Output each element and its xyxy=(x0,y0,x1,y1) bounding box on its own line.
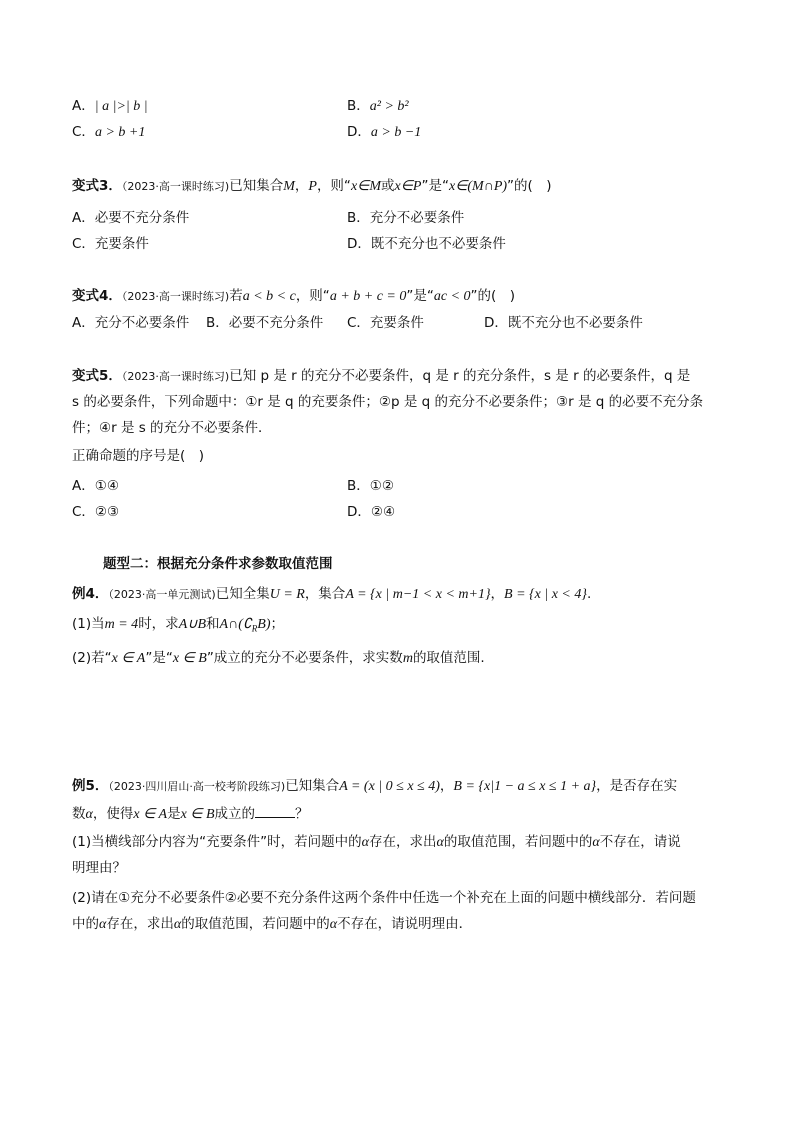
stem-text: (1)当 xyxy=(72,616,105,632)
example-4-part2 xyxy=(72,648,485,669)
example-5-stem-line2 xyxy=(72,804,309,825)
universal-set: U = R xyxy=(269,587,305,602)
section-title: 题型二：根据充分条件求参数取值范围 xyxy=(103,556,333,572)
stem-text: 存在，求出 xyxy=(368,834,437,850)
stem-text: ，则“ xyxy=(295,288,330,304)
stem-text: . xyxy=(586,586,592,602)
condition-math: x∈P xyxy=(394,179,422,194)
stem-text: 已知全集 xyxy=(215,586,270,602)
condition-math: ac < 0 xyxy=(433,289,471,304)
variable-alpha: α xyxy=(173,917,182,932)
stem-text: (2)若“ xyxy=(72,650,112,666)
set-b: B = {x | x < 4} xyxy=(504,587,587,602)
question-tag: 变式3 xyxy=(72,178,109,194)
option-a: A．必要不充分条件 xyxy=(72,210,190,226)
option-a: A．①④ xyxy=(72,478,119,494)
variant-3-stem: 变式3．（2023·高一课时练习)已知集合M，P，则“x∈M或x∈P”是“x∈(M∩P)”的( ) xyxy=(72,178,552,194)
variable-alpha: α xyxy=(329,917,338,932)
stem-text: 已知集合 xyxy=(229,178,284,194)
question-tag: 变式4 xyxy=(72,288,109,304)
option-a xyxy=(72,96,148,117)
option-math: a > b −1 xyxy=(370,125,422,140)
stem-text: 若 xyxy=(229,288,243,304)
set-a: A = (x | 0 ≤ x ≤ 4) xyxy=(339,779,440,794)
stem-text: ”的( ) xyxy=(507,178,552,194)
option-b: B．充分不必要条件 xyxy=(347,210,465,226)
variable-alpha: α xyxy=(361,835,369,850)
question-tag: 例4 xyxy=(72,586,95,602)
option-d: D．②④ xyxy=(347,504,396,520)
variable-m: m xyxy=(402,651,413,666)
stem-text: 已知 p 是 r 的充分不必要条件，q 是 r 的充分条件，s 是 r 的必要条件，q 是 xyxy=(229,368,691,384)
option-label: B． xyxy=(347,98,370,114)
stem-text: ， xyxy=(439,778,454,794)
condition-math: x∈(M∩P) xyxy=(448,179,508,194)
set-a: A = {x | m−1 < x < m+1} xyxy=(345,587,491,602)
stem-text: ，是否存在实 xyxy=(596,778,678,794)
option-a: A．充分不必要条件 xyxy=(72,315,190,331)
stem-text: 的取值范围. xyxy=(412,650,485,666)
condition-math: x ∈ A xyxy=(111,651,146,666)
stem-text: ？ xyxy=(295,806,309,822)
condition-math: x ∈ A xyxy=(133,807,168,822)
variable-alpha: α xyxy=(436,835,444,850)
variable-alpha: α xyxy=(99,917,107,932)
example-5-stem-line1: 例5．（2023·四川眉山·高一校考阶段练习)已知集合A = (x | 0 ≤ x ≤ 4)，B = {x|1 − a ≤ x ≤ 1 + a}，是否存在实 xyxy=(72,778,678,794)
example-5-part2-line2 xyxy=(72,914,472,935)
question-source: （2023·高一单元测试) xyxy=(108,588,216,601)
option-math: a > b +1 xyxy=(94,125,146,140)
variant-5-stem-line2: s 的必要条件，下列命题中：①r 是 q 的充要条件；②p 是 q 的充分不必要条件；③r 是 q 的必要不充分条 xyxy=(72,394,704,410)
option-d xyxy=(347,122,421,143)
set-b: B = {x|1 − a ≤ x ≤ 1 + a} xyxy=(453,779,597,794)
set-m: M xyxy=(283,179,295,194)
stem-text: 的取值范围，若问题中的 xyxy=(181,916,330,932)
stem-text: ， xyxy=(490,586,505,602)
option-label: A． xyxy=(72,98,95,114)
option-b: B．必要不充分条件 xyxy=(206,315,324,331)
option-c: C．②③ xyxy=(72,504,120,520)
question-source: （2023·高一课时练习) xyxy=(121,180,230,193)
condition-math: a + b + c = 0 xyxy=(329,289,407,304)
stem-text: 成立的 xyxy=(214,806,256,822)
stem-text: ，使得 xyxy=(92,806,134,822)
example-4-stem: 例4．（2023·高一单元测试)已知全集U = R，集合A = {x | m−1 < x < m+1}，B = {x | x < 4}. xyxy=(72,586,592,602)
option-math: | a |>| b | xyxy=(94,99,148,114)
variant-5-question: 正确命题的序号是( ) xyxy=(72,448,205,464)
stem-text: ”是“ xyxy=(406,288,434,304)
intersection-math: A∩(∁ xyxy=(219,617,252,632)
stem-text: 已知集合 xyxy=(285,778,340,794)
stem-text: ”是“ xyxy=(145,650,173,666)
option-c xyxy=(72,122,145,143)
question-tag: 例5 xyxy=(72,778,95,794)
stem-text: ”成立的充分不必要条件，求实数 xyxy=(206,650,403,666)
question-source: （2023·高一课时练习) xyxy=(121,370,230,383)
stem-text: 中的 xyxy=(72,916,99,932)
option-label: D． xyxy=(347,124,371,140)
stem-text: 的取值范围，若问题中的 xyxy=(443,834,593,850)
condition-math: x ∈ B xyxy=(180,807,215,822)
stem-text: 时，求 xyxy=(138,616,179,632)
option-math: a² > b² xyxy=(369,99,409,114)
question-tag: 变式5 xyxy=(72,368,109,384)
stem-text: 存在，求出 xyxy=(106,916,174,932)
option-label: C． xyxy=(72,124,95,140)
variant-5-stem-line1: 变式5．（2023·高一课时练习)已知 p 是 r 的充分不必要条件，q 是 r 的充分条件，s 是 r 的必要条件，q 是 xyxy=(72,368,691,384)
answer-blank xyxy=(255,805,295,818)
example-4-part1 xyxy=(72,614,284,639)
union-math: A∪B xyxy=(178,617,207,632)
option-b xyxy=(347,96,409,117)
variant-4-stem: 变式4．（2023·高一课时练习)若a < b < c，则“a + b + c = 0”是“ac < 0”的( ) xyxy=(72,288,516,304)
variant-5-stem-line3: 件；④r 是 s 的充分不必要条件． xyxy=(72,420,272,436)
stem-text: ”的( ) xyxy=(470,288,516,304)
stem-text: 不存在，请说明理由． xyxy=(337,916,473,932)
question-source: （2023·高一课时练习) xyxy=(121,290,230,303)
stem-text: (1)当横线部分内容为“充要条件”时，若问题中的 xyxy=(72,834,362,850)
condition-math: x ∈ B xyxy=(172,651,207,666)
option-d: D．既不充分也不必要条件 xyxy=(347,236,506,252)
option-c: C．充要条件 xyxy=(347,315,424,331)
question-source: （2023·四川眉山·高一校考阶段练习) xyxy=(108,780,286,793)
condition-math: a < b < c xyxy=(242,289,296,304)
complement-subscript: R xyxy=(251,623,258,634)
option-c: C．充要条件 xyxy=(72,236,149,252)
intersection-math: B) xyxy=(257,617,271,632)
stem-text: 和 xyxy=(206,616,220,632)
example-5-part1-line1 xyxy=(72,832,681,853)
set-p: P xyxy=(308,179,317,194)
stem-text: 数 xyxy=(72,806,86,822)
stem-text: ”是“ xyxy=(421,178,449,194)
example-5-part2-line1: (2)请在①充分不必要条件②必要不充分条件这两个条件中任选一个补充在上面的问题中横线部分．若问题 xyxy=(72,890,696,906)
stem-text: ，集合 xyxy=(304,586,346,602)
option-d: D．既不充分也不必要条件 xyxy=(484,315,643,331)
variable-alpha: α xyxy=(85,807,93,822)
stem-text: ， xyxy=(294,178,309,194)
option-b: B．①② xyxy=(347,478,394,494)
stem-text: 或 xyxy=(381,178,395,194)
stem-text: 是 xyxy=(167,806,181,822)
condition-math: x∈M xyxy=(350,179,382,194)
stem-text: ，则“ xyxy=(316,178,351,194)
condition-math: m = 4 xyxy=(104,617,139,632)
stem-text: 不存在，请说 xyxy=(599,834,681,850)
variable-alpha: α xyxy=(592,835,600,850)
stem-text: ； xyxy=(270,616,284,632)
example-5-part1-line2: 明理由？ xyxy=(72,860,126,876)
